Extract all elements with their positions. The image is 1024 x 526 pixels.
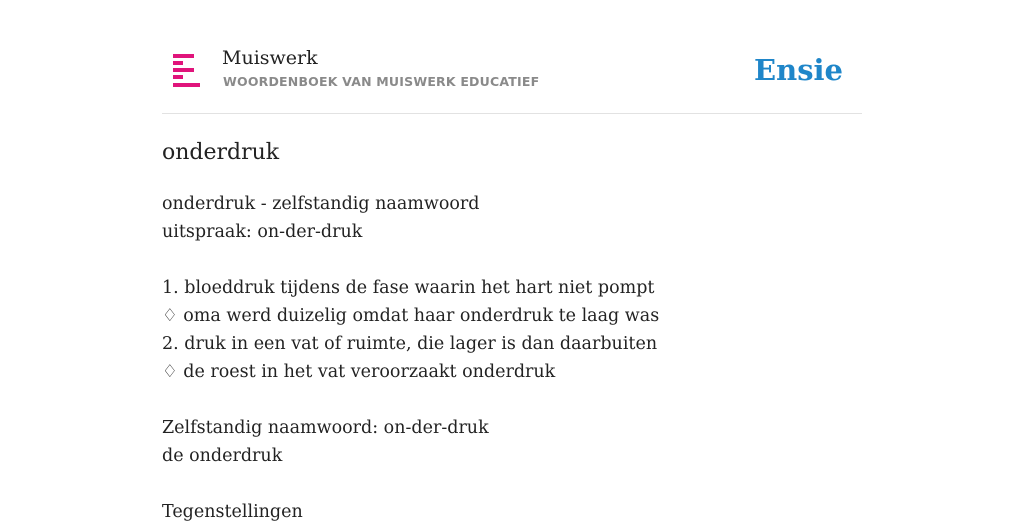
entry-line: ♢ de roest in het vat veroorzaakt onderdruk: [162, 362, 556, 382]
entry-content: [162, 190, 862, 526]
entry-line: Zelfstandig naamwoord: on-der-druk: [162, 418, 489, 438]
page: [162, 0, 862, 522]
site-subtitle: WOORDENBOEK VAN MUISWERK EDUCATIEF: [223, 74, 540, 89]
site-name[interactable]: Muiswerk: [222, 47, 318, 69]
entry-line: Tegenstellingen: [162, 502, 303, 522]
muiswerk-logo-icon[interactable]: [173, 54, 200, 88]
entry-line: onderdruk - zelfstandig naamwoord: [162, 194, 480, 214]
site-header: [162, 0, 862, 114]
entry-line: uitspraak: on-der-druk: [162, 222, 363, 242]
entry-line: [162, 470, 862, 498]
page-title: onderdruk: [162, 140, 280, 165]
entry-line: de onderdruk: [162, 446, 283, 466]
entry-line: 1. bloeddruk tijdens de fase waarin het hart niet pompt: [162, 278, 655, 298]
entry-line: [162, 386, 862, 414]
ensie-logo[interactable]: Ensie: [754, 53, 843, 87]
entry-line: 2. druk in een vat of ruimte, die lager is dan daarbuiten: [162, 334, 658, 354]
entry-line: [162, 246, 862, 274]
entry-line: ♢ oma werd duizelig omdat haar onderdruk te laag was: [162, 306, 660, 326]
